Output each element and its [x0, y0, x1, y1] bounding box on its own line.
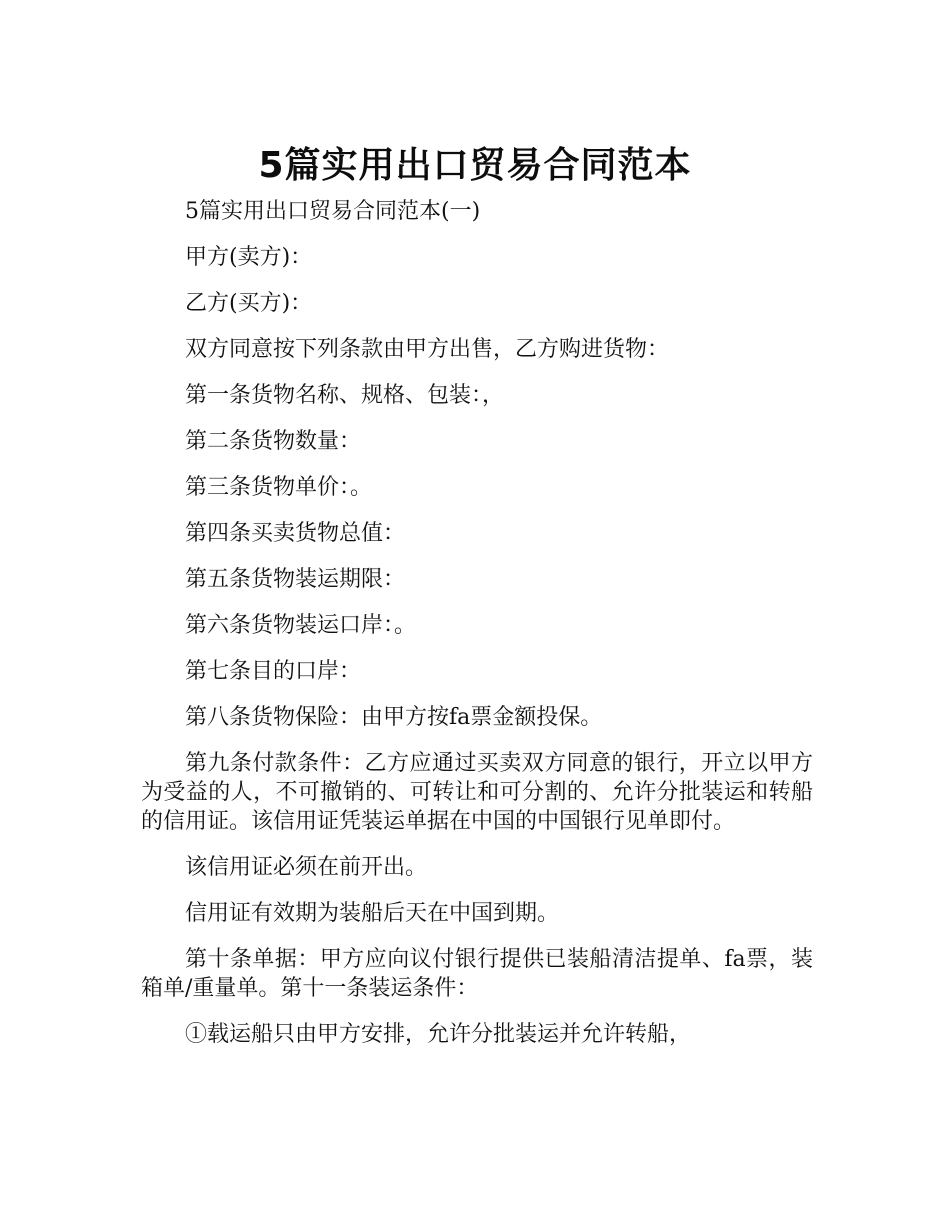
paragraph: 第七条目的口岸：: [185, 659, 362, 684]
paragraph: 第一条货物名称、规格、包装：，: [185, 383, 505, 408]
paragraph: 信用证有效期为装船后天在中国到期。: [185, 901, 560, 926]
paragraph: 乙方(买方)：: [185, 291, 313, 316]
paragraph: 第十条单据：甲方应向议付银行提供已装船清洁提单、fa票，装箱单/重量单。第十一条装运条件：: [141, 947, 813, 1001]
paragraph: 该信用证必须在前开出。: [185, 855, 428, 880]
paragraph: 甲方(卖方)：: [185, 245, 313, 270]
document-title: 5篇实用出口贸易合同范本: [258, 145, 692, 187]
paragraph: 第二条货物数量：: [185, 429, 362, 454]
paragraph: 第五条货物装运期限：: [185, 567, 406, 592]
paragraph: 5篇实用出口贸易合同范本(一): [185, 199, 481, 224]
paragraph: 第六条货物装运口岸：。: [185, 613, 417, 638]
paragraph: 第八条货物保险：由甲方按fa票金额投保。: [185, 705, 603, 730]
paragraph: 第四条买卖货物总值：: [185, 521, 406, 546]
paragraph: 双方同意按下列条款由甲方出售，乙方购进货物：: [185, 337, 670, 362]
document-body: [141, 197, 813, 1049]
paragraph: ①载运船只由甲方安排，允许分批装运并允许转船，: [185, 1022, 692, 1047]
paragraph: 第九条付款条件：乙方应通过买卖双方同意的银行，开立以甲方为受益的人，不可撤销的、可转让和可分割的、允许分批装运和转船的信用证。该信用证凭装运单据在中国的中国银行见单即付。: [141, 751, 813, 834]
paragraph: 第三条货物单价：。: [185, 475, 373, 500]
